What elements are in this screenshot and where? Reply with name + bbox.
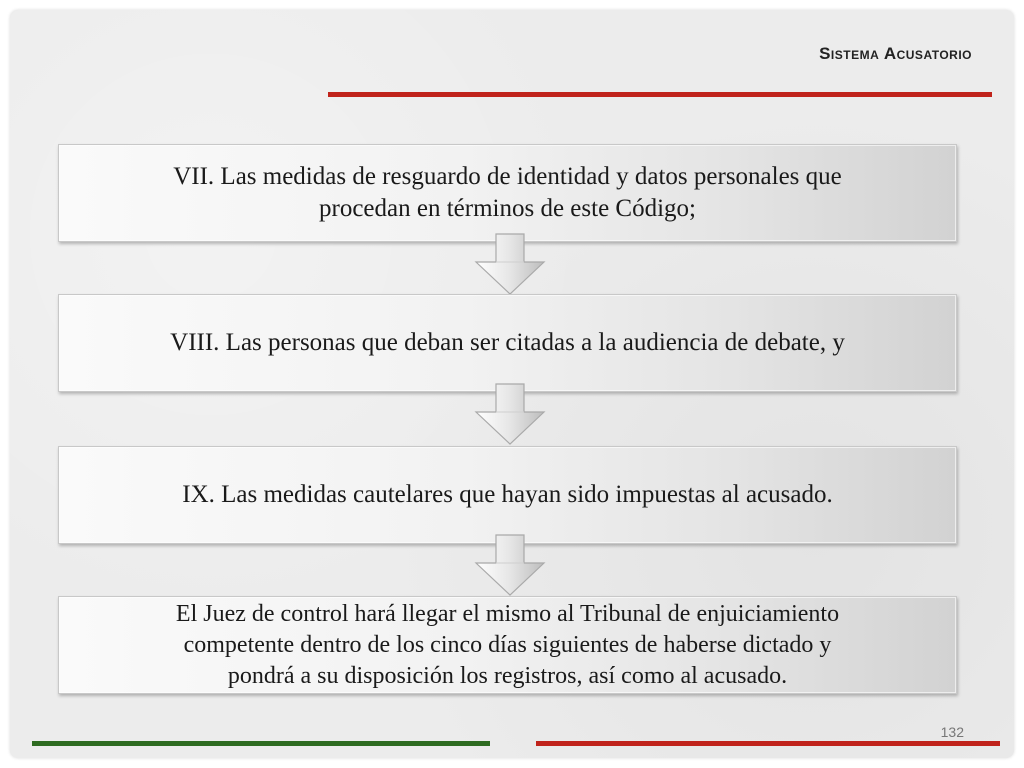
- flow-step-viii: [58, 294, 957, 392]
- page-number: 132: [940, 724, 964, 740]
- title-underline: [328, 92, 992, 97]
- footer-green-rule: [32, 741, 490, 746]
- down-arrow-icon: [472, 382, 548, 446]
- footer-red-rule: [536, 741, 1000, 746]
- flow-step-conclusion-line-2: competente dentro de los cinco días siguientes de haberse dictado y: [183, 631, 832, 658]
- slide: [10, 10, 1014, 758]
- down-arrow-icon: [472, 533, 548, 597]
- flow-step-vii: [58, 144, 957, 242]
- flow-step-conclusion-line-1: El Juez de control hará llegar el mismo al Tribunal de enjuiciamiento: [175, 600, 840, 627]
- flow-step-conclusion-line-3: pondrá a su disposición los registros, así como al acusado.: [227, 662, 788, 689]
- down-arrow-icon: [472, 232, 548, 296]
- flow-step-ix-line-1: IX. Las medidas cautelares que hayan sido impuestas al acusado.: [182, 481, 833, 508]
- flow-step-conclusion: [58, 596, 957, 694]
- flow-step-viii-line-1: VIII. Las personas que deban ser citadas a la audiencia de debate, y: [170, 329, 845, 356]
- slide-title: Sistema Acusatorio: [819, 44, 972, 63]
- flow-step-ix: [58, 446, 957, 544]
- flow-step-vii-line-1: VII. Las medidas de resguardo de identidad y datos personales que: [173, 163, 842, 190]
- flow-step-vii-line-2: procedan en términos de este Código;: [319, 195, 696, 222]
